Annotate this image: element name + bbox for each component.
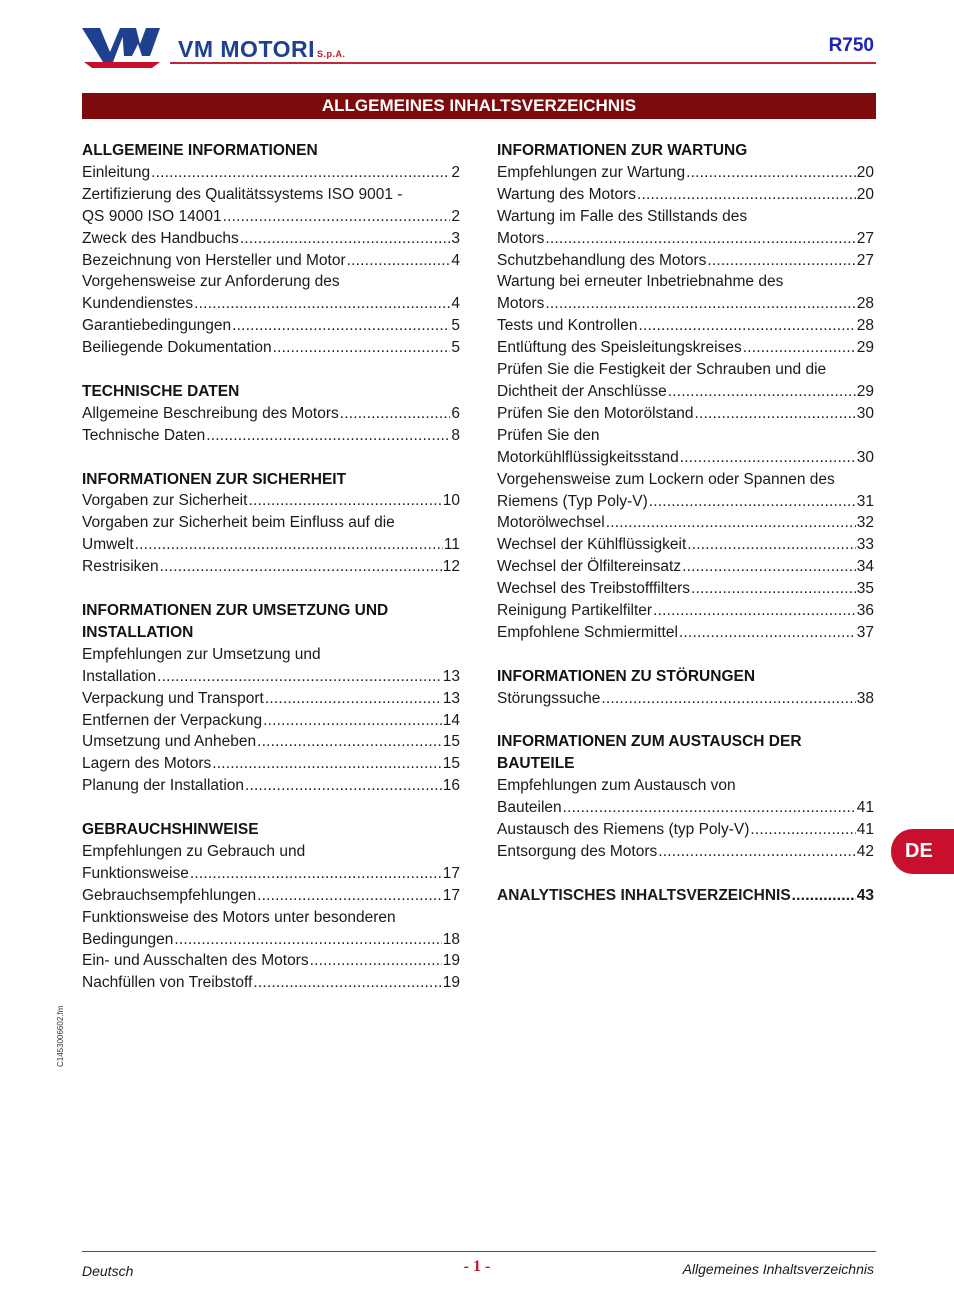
toc-leader-dots	[545, 228, 855, 250]
toc-section-heading: INFORMATIONEN ZU STÖRUNGEN	[497, 667, 756, 685]
toc-leader-dots	[257, 731, 442, 753]
toc-entry-row	[82, 556, 460, 578]
toc-section	[82, 469, 460, 579]
toc-entry[interactable]	[82, 644, 460, 688]
toc-entry[interactable]	[82, 907, 460, 951]
brand-name	[178, 36, 345, 63]
toc-entry-label: Vorgaben zur Sicherheit	[82, 492, 248, 510]
toc-entry-label: Funktionsweise	[82, 864, 189, 882]
toc-entry-label: Entsorgung des Motors	[497, 842, 658, 860]
toc-entry[interactable]	[497, 271, 874, 315]
toc-entry-page: 15	[442, 755, 460, 773]
toc-entry-page: 10	[442, 492, 460, 510]
toc-entry-page: 16	[442, 777, 460, 795]
toc-entry[interactable]	[82, 337, 460, 359]
brand-text: VM MOTORI	[178, 36, 315, 62]
toc-entry[interactable]	[497, 534, 874, 556]
toc-entry-label: Technische Daten	[82, 426, 206, 444]
toc-entry[interactable]	[497, 512, 874, 534]
toc-entry-page: 29	[856, 382, 874, 400]
toc-entry-row	[82, 337, 460, 359]
toc-leader-dots	[174, 929, 441, 951]
toc-entry-page: 43	[856, 886, 874, 904]
toc-leader-dots	[680, 447, 856, 469]
toc-entry-page: 8	[451, 426, 460, 444]
footer-section-title: Allgemeines Inhaltsverzeichnis	[682, 1261, 874, 1277]
toc-section-heading: TECHNISCHE DATEN	[82, 382, 240, 400]
toc-entry-page: 15	[442, 733, 460, 751]
toc-entry-label: Garantiebedingungen	[82, 317, 232, 335]
toc-entry-label: Allgemeine Beschreibung des Motors	[82, 404, 339, 422]
toc-entry-page: 11	[443, 536, 460, 554]
toc-entry-row	[82, 775, 460, 797]
toc-leader-dots	[212, 753, 442, 775]
toc-section-heading: INFORMATIONEN ZUR UMSETZUNG UND INSTALLATION	[82, 601, 389, 641]
toc-entry-label: Einleitung	[82, 163, 151, 181]
toc-entry-label: Wartung des Motors	[497, 185, 636, 203]
toc-entry-page: 27	[856, 229, 874, 247]
toc-entry-page: 13	[442, 667, 460, 685]
toc-entry-page: 3	[451, 229, 460, 247]
toc-entry-label: Motors	[497, 295, 545, 313]
toc-entry[interactable]	[497, 556, 874, 578]
toc-entry-page: 4	[451, 251, 460, 269]
toc-entry-row	[82, 315, 460, 337]
toc-entry-label-line: Vorgehensweise zum Lockern oder Spannen des	[497, 470, 835, 488]
toc-leader-dots	[223, 206, 451, 228]
toc-leader-dots	[151, 162, 450, 184]
toc-leader-dots	[310, 950, 442, 972]
toc-entry[interactable]	[497, 162, 874, 184]
toc-right-column	[497, 140, 874, 929]
toc-entry[interactable]	[82, 841, 460, 885]
toc-entry-page: 5	[451, 339, 460, 357]
toc-leader-dots	[263, 710, 442, 732]
toc-entry-page: 41	[856, 799, 874, 817]
toc-left-column	[82, 140, 460, 1016]
toc-entry[interactable]	[497, 819, 874, 841]
toc-entry-row	[497, 512, 874, 534]
toc-leader-dots	[686, 162, 856, 184]
toc-entry-label: Prüfen Sie den Motorölstand	[497, 404, 694, 422]
toc-entry[interactable]	[497, 337, 874, 359]
toc-entry[interactable]	[497, 315, 874, 337]
toc-entry-page: 14	[442, 711, 460, 729]
toc-entry-row	[82, 403, 460, 425]
footer-language: Deutsch	[82, 1263, 134, 1279]
footer-rule	[82, 1251, 876, 1252]
toc-entry[interactable]	[82, 250, 460, 272]
page-title: ALLGEMEINES INHALTSVERZEICHNIS	[82, 93, 876, 119]
toc-entry[interactable]	[497, 841, 874, 863]
toc-leader-dots	[743, 337, 856, 359]
toc-entry-label: Motors	[497, 229, 545, 247]
toc-entry-page: 19	[442, 952, 460, 970]
toc-leader-dots	[160, 556, 442, 578]
toc-entry-label-line: Empfehlungen zu Gebrauch und	[82, 842, 306, 860]
toc-section-heading: GEBRAUCHSHINWEISE	[82, 821, 259, 839]
toc-section	[82, 600, 460, 797]
toc-leader-dots	[707, 250, 855, 272]
toc-entry-row	[82, 206, 460, 228]
toc-entry-page: 20	[856, 185, 874, 203]
toc-leader-dots	[682, 556, 856, 578]
toc-entry-row	[82, 666, 460, 688]
toc-section	[497, 140, 874, 644]
toc-leader-dots	[232, 315, 450, 337]
toc-entry-page: 35	[856, 580, 874, 598]
toc-entry[interactable]	[82, 775, 460, 797]
toc-entry-row	[82, 972, 460, 994]
toc-entry-label: Entlüftung des Speisleitungskreises	[497, 339, 742, 357]
toc-leader-dots	[792, 885, 856, 907]
toc-entry-page: 17	[442, 886, 460, 904]
toc-entry-page: 33	[856, 536, 874, 554]
toc-entry-row	[497, 293, 874, 315]
toc-entry-label: Installation	[82, 667, 157, 685]
toc-entry-label: Umwelt	[82, 536, 134, 554]
toc-entry[interactable]	[82, 950, 460, 972]
toc-leader-dots	[340, 403, 451, 425]
toc-section-heading: INFORMATIONEN ZUR SICHERHEIT	[82, 470, 347, 488]
toc-entry-row	[497, 819, 874, 841]
toc-leader-dots	[190, 863, 442, 885]
toc-entry-page: 28	[856, 295, 874, 313]
toc-section	[82, 819, 460, 994]
toc-entry[interactable]	[82, 425, 460, 447]
toc-entry[interactable]	[497, 206, 874, 250]
toc-entry-row	[497, 600, 874, 622]
toc-section	[497, 666, 874, 710]
toc-entry[interactable]	[82, 885, 460, 907]
toc-entry-label: Motorölwechsel	[497, 514, 605, 532]
toc-entry-row	[497, 184, 874, 206]
toc-entry-row	[497, 534, 874, 556]
toc-entry-row	[497, 447, 874, 469]
toc-leader-dots	[668, 381, 856, 403]
toc-entry-row	[82, 228, 460, 250]
toc-leader-dots	[563, 797, 856, 819]
toc-leader-dots	[606, 512, 856, 534]
toc-entry-label: Schutzbehandlung des Motors	[497, 251, 707, 269]
toc-entry-row	[82, 710, 460, 732]
toc-leader-dots	[157, 666, 442, 688]
toc-leader-dots	[638, 315, 855, 337]
toc-entry-page: 38	[856, 689, 874, 707]
toc-entry-label-line: Prüfen Sie den	[497, 426, 600, 444]
toc-entry-label-line: Prüfen Sie die Festigkeit der Schrauben und die	[497, 361, 827, 379]
toc-entry-label: ANALYTISCHES INHALTSVERZEICHNIS	[497, 886, 791, 904]
toc-entry-row	[82, 731, 460, 753]
toc-entry[interactable]	[497, 775, 874, 819]
model-code: R750	[828, 35, 874, 56]
toc-entry-label: Bedingungen	[82, 930, 174, 948]
toc-entry-label: Nachfüllen von Treibstoff	[82, 974, 253, 992]
toc-entry-label-line: Funktionsweise des Motors unter besonderen	[82, 908, 396, 926]
toc-entry-page: 18	[442, 930, 460, 948]
toc-leader-dots	[637, 184, 856, 206]
file-code: C1453006602.fm	[56, 1005, 65, 1067]
toc-section	[82, 140, 460, 359]
toc-entry-page: 32	[856, 514, 874, 532]
toc-section-heading: ALLGEMEINE INFORMATIONEN	[82, 142, 318, 159]
toc-entry-row	[497, 622, 874, 644]
toc-entry-page: 27	[856, 251, 874, 269]
toc-entry-row	[497, 797, 874, 819]
toc-entry[interactable]	[497, 688, 874, 710]
toc-entry[interactable]	[82, 228, 460, 250]
toc-entry-page: 5	[451, 317, 460, 335]
toc-section	[497, 731, 874, 862]
toc-entry-label: Entfernen der Verpackung	[82, 711, 263, 729]
toc-entry-page: 34	[856, 558, 874, 576]
toc-entry-row	[82, 534, 460, 556]
toc-entry[interactable]	[82, 731, 460, 753]
toc-entry-label: Ein- und Ausschalten des Motors	[82, 952, 309, 970]
toc-entry[interactable]	[82, 688, 460, 710]
toc-entry-row	[82, 490, 460, 512]
toc-leader-dots	[649, 491, 856, 513]
toc-entry-label: Riemens (Typ Poly-V)	[497, 492, 648, 510]
toc-entry-label: Kundendienstes	[82, 295, 194, 313]
toc-entry-label: Motorkühlflüssigkeitsstand	[497, 448, 679, 466]
toc-entry-label: Bezeichnung von Hersteller und Motor	[82, 251, 346, 269]
toc-entry-label: Gebrauchsempfehlungen	[82, 886, 257, 904]
toc-leader-dots	[694, 403, 855, 425]
toc-entry[interactable]	[82, 490, 460, 512]
toc-entry-page: 12	[442, 558, 460, 576]
toc-entry-label: Tests und Kontrollen	[497, 317, 638, 335]
toc-entry-row	[82, 950, 460, 972]
header-rule	[170, 62, 876, 64]
toc-entry-row	[82, 293, 460, 315]
toc-entry-page: 41	[856, 821, 874, 839]
toc-entry[interactable]	[497, 359, 874, 403]
toc-entry-label: Bauteilen	[497, 799, 562, 817]
toc-entry[interactable]	[82, 162, 460, 184]
toc-entry-label: Planung der Installation	[82, 777, 245, 795]
toc-entry[interactable]	[82, 315, 460, 337]
toc-leader-dots	[248, 490, 441, 512]
toc-entry[interactable]	[497, 622, 874, 644]
toc-leader-dots	[245, 775, 442, 797]
toc-entry-label: Beiliegende Dokumentation	[82, 339, 272, 357]
vm-emblem-icon	[80, 26, 164, 70]
toc-entry[interactable]	[82, 403, 460, 425]
toc-entry[interactable]	[497, 403, 874, 425]
toc-entry-row	[497, 250, 874, 272]
toc-entry-label: Reinigung Partikelfilter	[497, 602, 653, 620]
toc-entry-label: Empfohlene Schmiermittel	[497, 623, 678, 641]
toc-entry-label-line: Empfehlungen zum Austausch von	[497, 777, 736, 795]
toc-entry-page: 19	[442, 974, 460, 992]
toc-entry-label: Austausch des Riemens (typ Poly-V)	[497, 821, 750, 839]
toc-leader-dots	[273, 337, 451, 359]
toc-entry-label: Störungssuche	[497, 689, 601, 707]
toc-entry-page: 36	[856, 602, 874, 620]
toc-entry[interactable]	[82, 972, 460, 994]
toc-entry[interactable]	[82, 512, 460, 556]
toc-entry-row	[82, 425, 460, 447]
toc-entry-row	[497, 315, 874, 337]
toc-entry[interactable]	[497, 600, 874, 622]
toc-entry[interactable]	[497, 184, 874, 206]
toc-leader-dots	[253, 972, 441, 994]
toc-entry-row	[497, 162, 874, 184]
toc-entry-row	[82, 250, 460, 272]
toc-leader-dots	[691, 578, 856, 600]
toc-entry-row	[82, 929, 460, 951]
toc-entry[interactable]	[82, 556, 460, 578]
toc-entry-label: Wechsel des Treibstofffilters	[497, 580, 690, 598]
language-tab[interactable]: DE	[891, 829, 954, 874]
toc-entry-label: Wechsel der Ölfiltereinsatz	[497, 558, 682, 576]
toc-entry-row	[497, 688, 874, 710]
toc-entry[interactable]	[497, 425, 874, 469]
toc-entry[interactable]	[82, 271, 460, 315]
toc-entry-page: 42	[856, 842, 874, 860]
toc-entry-page: 13	[442, 689, 460, 707]
toc-entry-row	[497, 228, 874, 250]
toc-entry[interactable]	[82, 184, 460, 228]
toc-entry-label: Restrisiken	[82, 558, 159, 576]
toc-entry-analytic-index[interactable]	[497, 885, 874, 907]
toc-entry-row	[497, 491, 874, 513]
brand-suffix: S.p.A.	[316, 49, 346, 59]
toc-entry-label: Wechsel der Kühlflüssigkeit	[497, 536, 687, 554]
page-number: - 1 -	[463, 1258, 491, 1275]
toc-entry-row	[82, 162, 460, 184]
toc-entry-row	[497, 403, 874, 425]
toc-entry-row	[497, 578, 874, 600]
toc-entry-label: QS 9000 ISO 14001	[82, 207, 222, 225]
toc-entry-page: 20	[856, 163, 874, 181]
toc-entry-page: 28	[856, 317, 874, 335]
toc-entry[interactable]	[82, 753, 460, 775]
toc-leader-dots	[265, 688, 442, 710]
toc-entry-page: 31	[856, 492, 874, 510]
toc-section	[497, 885, 874, 907]
toc-entry-row	[497, 337, 874, 359]
toc-entry-label: Lagern des Motors	[82, 755, 212, 773]
toc-leader-dots	[240, 228, 451, 250]
toc-entry-page: 2	[451, 163, 460, 181]
toc-leader-dots	[347, 250, 451, 272]
toc-leader-dots	[257, 885, 442, 907]
toc-entry-page: 17	[442, 864, 460, 882]
toc-entry[interactable]	[82, 710, 460, 732]
toc-leader-dots	[653, 600, 856, 622]
toc-entry-label-line: Vorgehensweise zur Anforderung des	[82, 273, 340, 291]
toc-entry-row	[497, 381, 874, 403]
toc-entry-label-line: Wartung bei erneuter Inbetriebnahme des	[497, 273, 784, 291]
toc-entry-label: Empfehlungen zur Wartung	[497, 163, 686, 181]
toc-entry-label: Zweck des Handbuchs	[82, 229, 239, 247]
toc-section-heading: INFORMATIONEN ZUR WARTUNG	[497, 142, 748, 159]
toc-entry-page: 29	[856, 339, 874, 357]
toc-section	[82, 381, 460, 447]
toc-entry-row	[497, 841, 874, 863]
toc-entry-page: 37	[856, 623, 874, 641]
toc-entry-label-line: Vorgaben zur Sicherheit beim Einfluss auf die	[82, 514, 395, 532]
toc-entry-row	[82, 885, 460, 907]
toc-entry-row	[82, 863, 460, 885]
toc-entry-row	[82, 753, 460, 775]
toc-entry-row	[82, 688, 460, 710]
toc-entry-page: 30	[856, 404, 874, 422]
toc-leader-dots	[687, 534, 856, 556]
toc-leader-dots	[206, 425, 450, 447]
toc-entry-page: 4	[451, 295, 460, 313]
toc-entry-row	[497, 556, 874, 578]
toc-entry-label: Dichtheit der Anschlüsse	[497, 382, 667, 400]
toc-entry-label-line: Empfehlungen zur Umsetzung und	[82, 645, 321, 663]
toc-section-heading: INFORMATIONEN ZUM AUSTAUSCH DER BAUTEILE	[497, 733, 802, 773]
toc-entry-label-line: Wartung im Falle des Stillstands des	[497, 207, 748, 225]
toc-entry-page: 2	[451, 207, 460, 225]
toc-leader-dots	[545, 293, 855, 315]
toc-leader-dots	[194, 293, 450, 315]
toc-entry-page: 6	[451, 404, 460, 422]
toc-entry[interactable]	[497, 578, 874, 600]
toc-leader-dots	[135, 534, 443, 556]
toc-entry[interactable]	[497, 469, 874, 513]
toc-leader-dots	[601, 688, 855, 710]
toc-entry-label-line: Zertifizierung des Qualitätssystems ISO 9001 -	[82, 185, 403, 203]
toc-entry-label: Verpackung und Transport	[82, 689, 264, 707]
toc-entry[interactable]	[497, 250, 874, 272]
toc-entry-label: Umsetzung und Anheben	[82, 733, 257, 751]
toc-leader-dots	[658, 841, 855, 863]
toc-entry-page: 30	[856, 448, 874, 466]
toc-leader-dots	[679, 622, 856, 644]
toc-leader-dots	[750, 819, 855, 841]
